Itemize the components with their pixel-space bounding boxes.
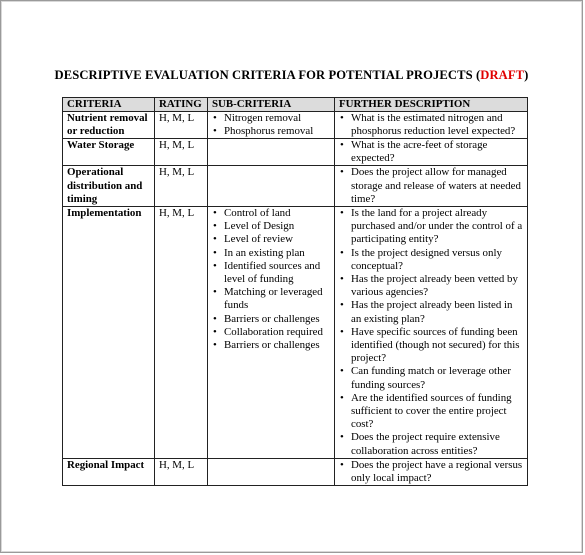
sub-criteria-list	[212, 112, 331, 138]
description-list	[339, 459, 524, 485]
header-rating: RATING	[155, 98, 208, 112]
sub-criteria-item: • Barriers or challenges	[224, 339, 331, 352]
sub-criteria-cell	[208, 207, 335, 459]
description-cell	[335, 111, 528, 138]
criteria-cell: Implementation	[63, 207, 155, 459]
sub-criteria-item: • Barriers or challenges	[224, 313, 331, 326]
title-close-text: )	[524, 68, 529, 82]
description-item: • Is the land for a project already purchased and/or under the control of a participating entity?	[351, 207, 524, 247]
rating-cell: H, M, L	[155, 111, 208, 138]
table-row	[63, 458, 528, 485]
description-list	[339, 166, 524, 206]
table-row	[63, 207, 528, 459]
description-list	[339, 139, 524, 165]
description-item: • Are the identified sources of funding sufficient to cover the entire project cost?	[351, 392, 524, 432]
title-main-text: DESCRIPTIVE EVALUATION CRITERIA FOR POTENTIAL PROJECTS (	[54, 68, 481, 82]
description-list	[339, 207, 524, 458]
criteria-cell: Operational distribution and timing	[63, 166, 155, 207]
sub-criteria-item: • Identified sources and level of funding	[224, 260, 331, 286]
sub-criteria-item: • Matching or leveraged funds	[224, 286, 331, 312]
description-item: • Has the project already been vetted by various agencies?	[351, 273, 524, 299]
sub-criteria-list	[212, 207, 331, 352]
sub-criteria-item: • Level of Design	[224, 220, 331, 233]
description-item: • Has the project already been listed in an existing plan?	[351, 299, 524, 325]
rating-cell: H, M, L	[155, 166, 208, 207]
header-sub-criteria: SUB-CRITERIA	[208, 98, 335, 112]
rating-cell: H, M, L	[155, 458, 208, 485]
sub-criteria-item: • Collaboration required	[224, 326, 331, 339]
description-cell	[335, 458, 528, 485]
sub-criteria-cell	[208, 458, 335, 485]
description-cell	[335, 166, 528, 207]
sub-criteria-cell	[208, 111, 335, 138]
table-body	[63, 111, 528, 486]
description-item: • Have specific sources of funding been identified (though not secured) for this project?	[351, 326, 524, 366]
sub-criteria-item: • Level of review	[224, 233, 331, 246]
rating-cell: H, M, L	[155, 207, 208, 459]
description-cell	[335, 139, 528, 166]
table-row	[63, 139, 528, 166]
description-item: • Does the project allow for managed storage and release of waters at needed time?	[351, 166, 524, 206]
description-item: • Does the project have a regional versus only local impact?	[351, 459, 524, 485]
description-item: • What is the acre-feet of storage expected?	[351, 139, 524, 165]
description-item: • Does the project require extensive collaboration across entities?	[351, 431, 524, 457]
draft-label: DRAFT	[480, 68, 525, 82]
header-criteria: CRITERIA	[63, 98, 155, 112]
description-item: • Can funding match or leverage other funding sources?	[351, 365, 524, 391]
sub-criteria-item: • Nitrogen removal	[224, 112, 331, 125]
description-item: • Is the project designed versus only conceptual?	[351, 247, 524, 273]
table-row	[63, 111, 528, 138]
sub-criteria-cell	[208, 139, 335, 166]
header-further-description: FURTHER DESCRIPTION	[335, 98, 528, 112]
rating-cell: H, M, L	[155, 139, 208, 166]
criteria-cell: Nutrient removal or reduction	[63, 111, 155, 138]
sub-criteria-item: • Phosphorus removal	[224, 125, 331, 138]
sub-criteria-cell	[208, 166, 335, 207]
criteria-cell: Water Storage	[63, 139, 155, 166]
description-list	[339, 112, 524, 138]
description-cell	[335, 207, 528, 459]
criteria-cell: Regional Impact	[63, 458, 155, 485]
table-row	[63, 166, 528, 207]
table-header-row	[63, 98, 528, 112]
sub-criteria-item: • Control of land	[224, 207, 331, 220]
sub-criteria-item: • In an existing plan	[224, 247, 331, 260]
document-title	[1, 68, 582, 83]
description-item: • What is the estimated nitrogen and phosphorus reduction level expected?	[351, 112, 524, 138]
criteria-table	[62, 97, 528, 486]
